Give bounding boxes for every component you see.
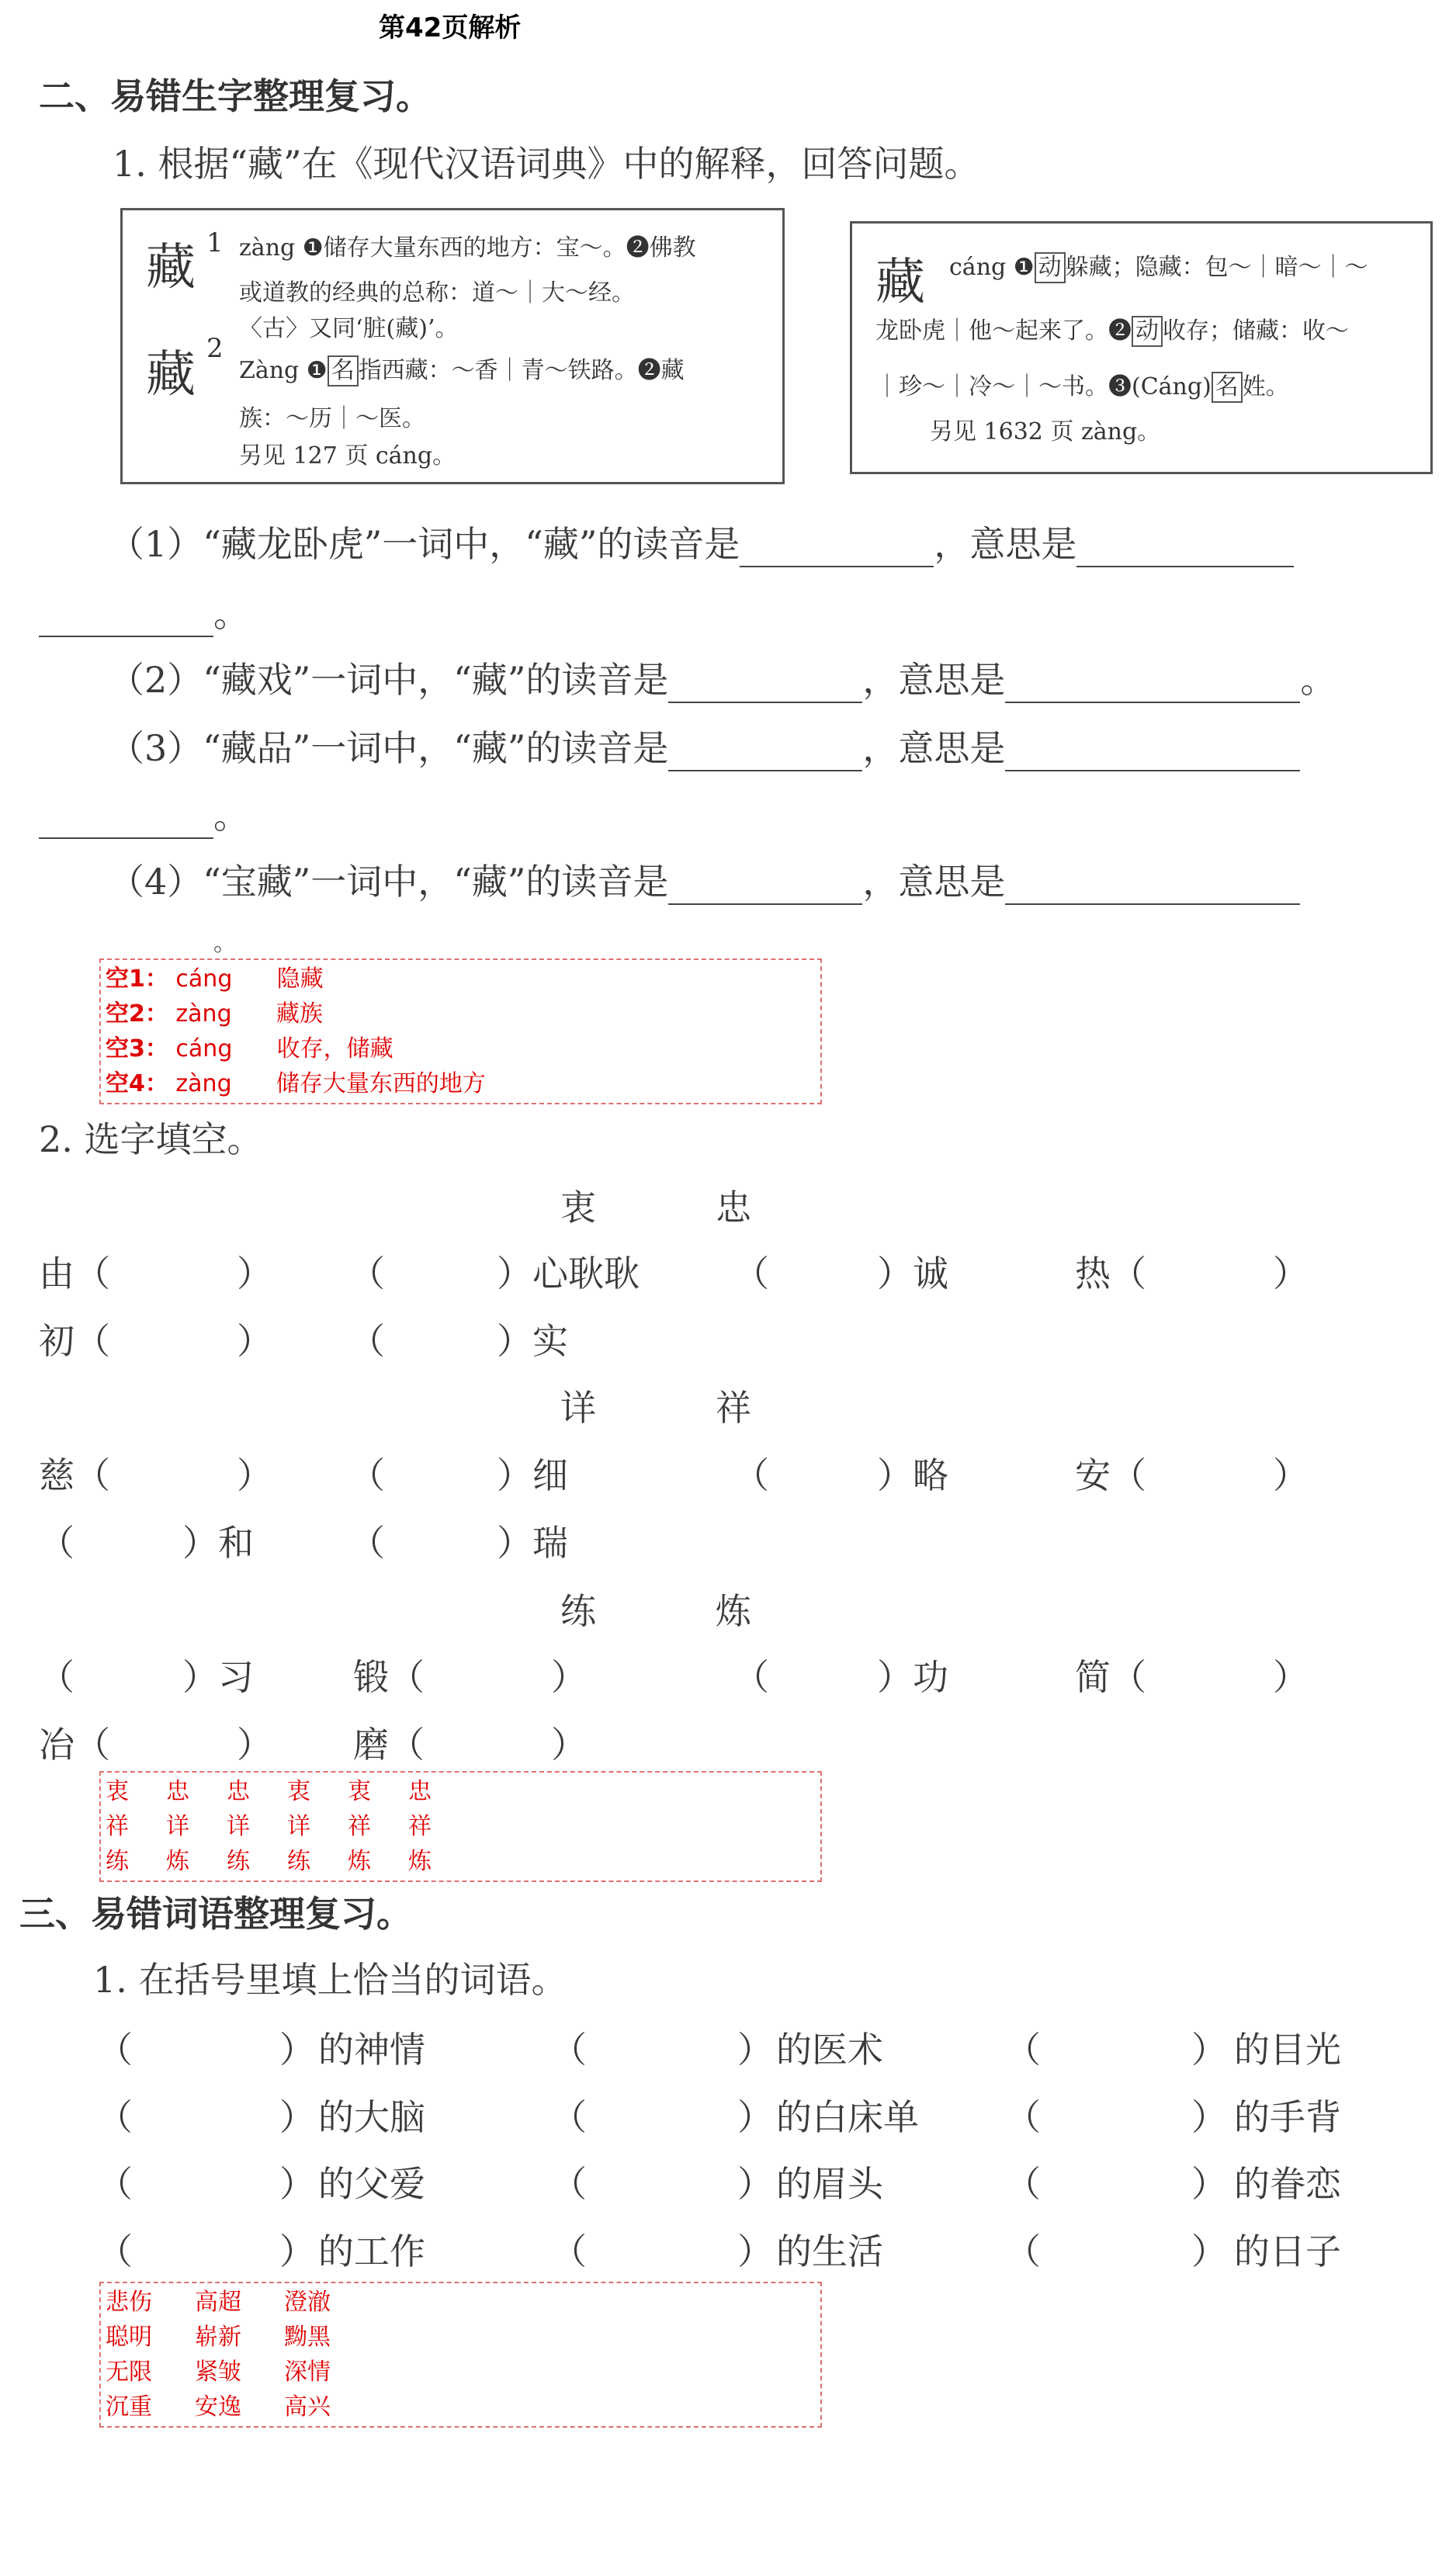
fill-row: ）习 — [182, 1656, 254, 1698]
answer-char: 祥 — [408, 1813, 432, 1840]
paren-open: （ — [97, 2230, 133, 2272]
page-header: 第42页解析 — [379, 12, 522, 43]
answer-text: zàng 藏族 — [175, 1000, 323, 1028]
fill-row: ）瑞 — [497, 1522, 568, 1564]
answer-line — [106, 996, 816, 1031]
choice-char: 练 — [560, 1590, 596, 1632]
answer-box-2 — [99, 1771, 822, 1882]
fill-row: 冶（ — [39, 1724, 110, 1766]
paren-open: （ — [1005, 2163, 1041, 2205]
fill-row: 由（ — [39, 1253, 110, 1295]
fill-row: ） — [237, 1724, 272, 1766]
period: 。 — [213, 930, 237, 957]
fill-row: ）略 — [877, 1454, 948, 1496]
word-suffix: 的日子 — [1234, 2230, 1341, 2272]
dict-line: 〈古〉又同‘脏(藏)’。 — [239, 315, 459, 342]
paren-close: ） — [1191, 2163, 1227, 2205]
answer-line — [106, 2320, 816, 2355]
fill-row: ） — [1273, 1454, 1309, 1496]
period: 。 — [213, 795, 249, 837]
word-suffix: 的白床单 — [776, 2096, 919, 2138]
answer-blank[interactable] — [668, 667, 862, 703]
sub-question-1-cont — [39, 586, 249, 637]
answer-word: 紧皱 — [195, 2359, 241, 2386]
fill-row: ）诚 — [877, 1253, 948, 1295]
dict-line — [239, 348, 685, 393]
choice-char: 忠 — [716, 1187, 751, 1229]
fill-row: ）功 — [877, 1656, 948, 1698]
dictionary-entry-left — [120, 208, 785, 484]
sub-question-1 — [109, 516, 1294, 567]
answer-char: 练 — [106, 1848, 129, 1875]
answer-word: 高兴 — [284, 2393, 331, 2421]
answer-blank[interactable] — [39, 803, 213, 839]
answer-label: 空1： — [106, 965, 168, 993]
answer-line — [106, 2355, 816, 2390]
question-3-1-prompt: 1. 在括号里填上恰当的词语。 — [93, 1959, 567, 2001]
answer-line — [106, 2390, 816, 2424]
dict-line — [949, 245, 1368, 290]
word-suffix: 的眷恋 — [1234, 2163, 1341, 2205]
choice-char: 祥 — [716, 1387, 751, 1429]
pos-tag: 动 — [1035, 252, 1066, 283]
answer-word: 崭新 — [195, 2324, 241, 2351]
paren-open: （ — [1005, 2029, 1041, 2071]
paren-open: （ — [551, 2029, 587, 2071]
sub-question-3-cont — [39, 788, 249, 839]
period: 。 — [213, 593, 249, 635]
dict-char: 藏 — [146, 346, 196, 404]
answer-char: 衷 — [348, 1778, 371, 1805]
answer-blank[interactable] — [740, 532, 934, 567]
paren-close: ） — [737, 2096, 773, 2138]
fill-row: 锻（ — [353, 1656, 425, 1698]
answer-char: 详 — [227, 1813, 250, 1840]
answer-char: 详 — [166, 1813, 189, 1840]
fill-row: （ — [733, 1454, 769, 1496]
fill-row: （ — [39, 1656, 75, 1698]
dict-char: 藏 — [146, 239, 196, 296]
section-3-title: 三、易错词语整理复习。 — [19, 1893, 412, 1935]
paren-open: （ — [551, 2163, 587, 2205]
answer-char: 练 — [227, 1848, 250, 1875]
answer-line — [106, 962, 816, 996]
answer-blank[interactable] — [1076, 532, 1294, 567]
answer-text: zàng 储存大量东西的地方 — [175, 1070, 486, 1097]
answer-blank[interactable] — [668, 736, 862, 771]
answer-char: 衷 — [106, 1778, 129, 1805]
fill-row: ） — [237, 1454, 272, 1496]
fill-row: ）细 — [497, 1454, 568, 1496]
answer-char: 忠 — [166, 1778, 189, 1805]
word-suffix: 的医术 — [776, 2029, 883, 2071]
answer-box-3 — [99, 2282, 822, 2428]
answer-line — [106, 1066, 816, 1101]
dictionary-entry-right — [850, 221, 1433, 474]
dict-superscript: 1 — [206, 227, 224, 258]
answer-char: 衷 — [287, 1778, 310, 1805]
paren-close: ） — [279, 2096, 315, 2138]
word-suffix: 的眉头 — [776, 2163, 883, 2205]
answer-word: 悲伤 — [106, 2289, 152, 2316]
sub-question-2 — [109, 652, 1336, 703]
period: 。 — [1300, 659, 1336, 701]
fill-row: （ — [349, 1320, 385, 1362]
answer-word: 聪明 — [106, 2324, 152, 2351]
answer-line — [106, 2285, 816, 2320]
fill-row: ）实 — [497, 1320, 568, 1362]
question-text: ，意思是 — [862, 861, 1006, 903]
answer-word: 澄澈 — [284, 2289, 331, 2316]
pos-tag: 动 — [1132, 316, 1163, 347]
question-2-prompt: 2. 选字填空。 — [39, 1118, 263, 1160]
answer-char: 忠 — [408, 1778, 432, 1805]
fill-row: （ — [349, 1454, 385, 1496]
section-2-title: 二、易错生字整理复习。 — [39, 75, 432, 117]
question-text: （2）“藏戏”一词中，“藏”的读音是 — [109, 659, 669, 701]
question-text: （1）“藏龙卧虎”一词中，“藏”的读音是 — [109, 523, 740, 565]
choice-char: 衷 — [560, 1187, 596, 1229]
paren-open: （ — [97, 2029, 133, 2071]
paren-open: （ — [1005, 2096, 1041, 2138]
answer-blank[interactable] — [39, 601, 213, 637]
answer-blank[interactable] — [1005, 736, 1300, 771]
dict-line — [875, 309, 1349, 354]
fill-row: （ — [39, 1522, 75, 1564]
answer-char: 祥 — [106, 1813, 129, 1840]
answer-char: 炼 — [166, 1848, 189, 1875]
answer-word: 黝黑 — [284, 2324, 331, 2351]
paren-close: ） — [279, 2029, 315, 2071]
answer-line — [106, 1774, 816, 1809]
dict-text: 收存；储藏：收～ — [1163, 317, 1349, 345]
answer-word: 深情 — [284, 2359, 331, 2386]
fill-row: （ — [349, 1253, 385, 1295]
paren-close: ） — [1191, 2096, 1227, 2138]
answer-box-1 — [99, 958, 822, 1104]
fill-row: 安（ — [1075, 1454, 1146, 1496]
fill-row: ） — [237, 1320, 272, 1362]
paren-close: ） — [279, 2230, 315, 2272]
question-text: （3）“藏品”一词中，“藏”的读音是 — [109, 727, 669, 769]
answer-char: 炼 — [408, 1848, 432, 1875]
question-text: ，意思是 — [862, 727, 1006, 769]
dict-text: cáng ❶ — [949, 254, 1035, 281]
fill-row: 慈（ — [39, 1454, 110, 1496]
fill-row: ） — [1273, 1253, 1309, 1295]
paren-close: ） — [279, 2163, 315, 2205]
answer-word: 沉重 — [106, 2393, 152, 2421]
choice-char: 详 — [560, 1387, 596, 1429]
fill-row: 初（ — [39, 1320, 110, 1362]
fill-row: （ — [349, 1522, 385, 1564]
answer-char: 练 — [287, 1848, 310, 1875]
answer-label: 空2： — [106, 1000, 168, 1028]
paren-close: ） — [737, 2163, 773, 2205]
fill-row: （ — [733, 1253, 769, 1295]
word-suffix: 的工作 — [318, 2230, 425, 2272]
answer-text: cáng 隐藏 — [175, 965, 324, 993]
answer-blank[interactable] — [1005, 667, 1300, 703]
answer-blank[interactable] — [1005, 869, 1300, 905]
paren-open: （ — [551, 2096, 587, 2138]
dict-char: 藏 — [875, 254, 925, 311]
dict-line: 另见 1632 页 zàng。 — [930, 418, 1161, 445]
question-text: ，意思是 — [934, 523, 1077, 565]
paren-close: ） — [737, 2029, 773, 2071]
fill-row: ）和 — [182, 1522, 254, 1564]
choice-char: 炼 — [716, 1590, 751, 1632]
paren-close: ） — [1191, 2029, 1227, 2071]
answer-line — [106, 1809, 816, 1844]
pos-tag: 名 — [1212, 372, 1243, 403]
answer-label: 空3： — [106, 1035, 168, 1062]
dict-text: 指西藏：～香｜青～铁路。❷藏 — [358, 357, 685, 384]
fill-row: ）心耿耿 — [497, 1253, 640, 1295]
paren-close: ） — [1191, 2230, 1227, 2272]
pos-tag: 名 — [328, 355, 359, 386]
word-suffix: 的手背 — [1234, 2096, 1341, 2138]
answer-line — [106, 1031, 816, 1066]
fill-row: 热（ — [1075, 1253, 1146, 1295]
fill-row: ） — [237, 1253, 272, 1295]
question-text: ，意思是 — [862, 659, 1006, 701]
answer-word: 无限 — [106, 2359, 152, 2386]
dict-text: Zàng ❶ — [239, 357, 328, 384]
dict-line: 或道教的经典的总称：道～｜大～经。 — [239, 279, 635, 307]
answer-blank[interactable] — [668, 869, 862, 905]
word-suffix: 的生活 — [776, 2230, 883, 2272]
paren-open: （ — [97, 2163, 133, 2205]
dict-text: 龙卧虎｜他～起来了。❷ — [875, 317, 1132, 345]
sub-question-4 — [109, 854, 1300, 905]
fill-row: ） — [551, 1724, 587, 1766]
paren-open: （ — [551, 2230, 587, 2272]
fill-row: ） — [1273, 1656, 1309, 1698]
word-suffix: 的大脑 — [318, 2096, 425, 2138]
dict-superscript: 2 — [206, 333, 224, 364]
answer-line — [106, 1844, 816, 1879]
paren-open: （ — [1005, 2230, 1041, 2272]
word-suffix: 的目光 — [1234, 2029, 1341, 2071]
question-text: （4）“宝藏”一词中，“藏”的读音是 — [109, 861, 669, 903]
word-suffix: 的父爱 — [318, 2163, 425, 2205]
answer-text: cáng 收存，储藏 — [175, 1035, 393, 1062]
fill-row: （ — [733, 1656, 769, 1698]
dict-line: zàng ❶储存大量东西的地方：宝～。❷佛教 — [239, 234, 696, 262]
answer-char: 祥 — [348, 1813, 371, 1840]
dict-line — [875, 365, 1289, 410]
answer-char: 炼 — [348, 1848, 371, 1875]
answer-label: 空4： — [106, 1070, 168, 1097]
answer-word: 高超 — [195, 2289, 241, 2316]
dict-text: 躲藏；隐藏：包～｜暗～｜～ — [1065, 254, 1368, 281]
question-1-prompt: 1. 根据“藏”在《现代汉语词典》中的解释，回答问题。 — [113, 143, 980, 185]
answer-char: 详 — [287, 1813, 310, 1840]
paren-close: ） — [737, 2230, 773, 2272]
sub-question-3 — [109, 720, 1300, 771]
dict-text: ｜珍～｜冷～｜～书。❸(Cáng) — [875, 373, 1212, 400]
dict-line: 族：～历｜～医。 — [239, 405, 425, 432]
fill-row: 磨（ — [353, 1724, 425, 1766]
answer-char: 忠 — [227, 1778, 250, 1805]
fill-row: 简（ — [1075, 1656, 1146, 1698]
dict-line: 另见 127 页 cáng。 — [239, 442, 456, 470]
word-suffix: 的神情 — [318, 2029, 425, 2071]
answer-word: 安逸 — [195, 2393, 241, 2421]
fill-row: ） — [551, 1656, 587, 1698]
paren-open: （ — [97, 2096, 133, 2138]
dict-text: 姓。 — [1242, 373, 1289, 400]
